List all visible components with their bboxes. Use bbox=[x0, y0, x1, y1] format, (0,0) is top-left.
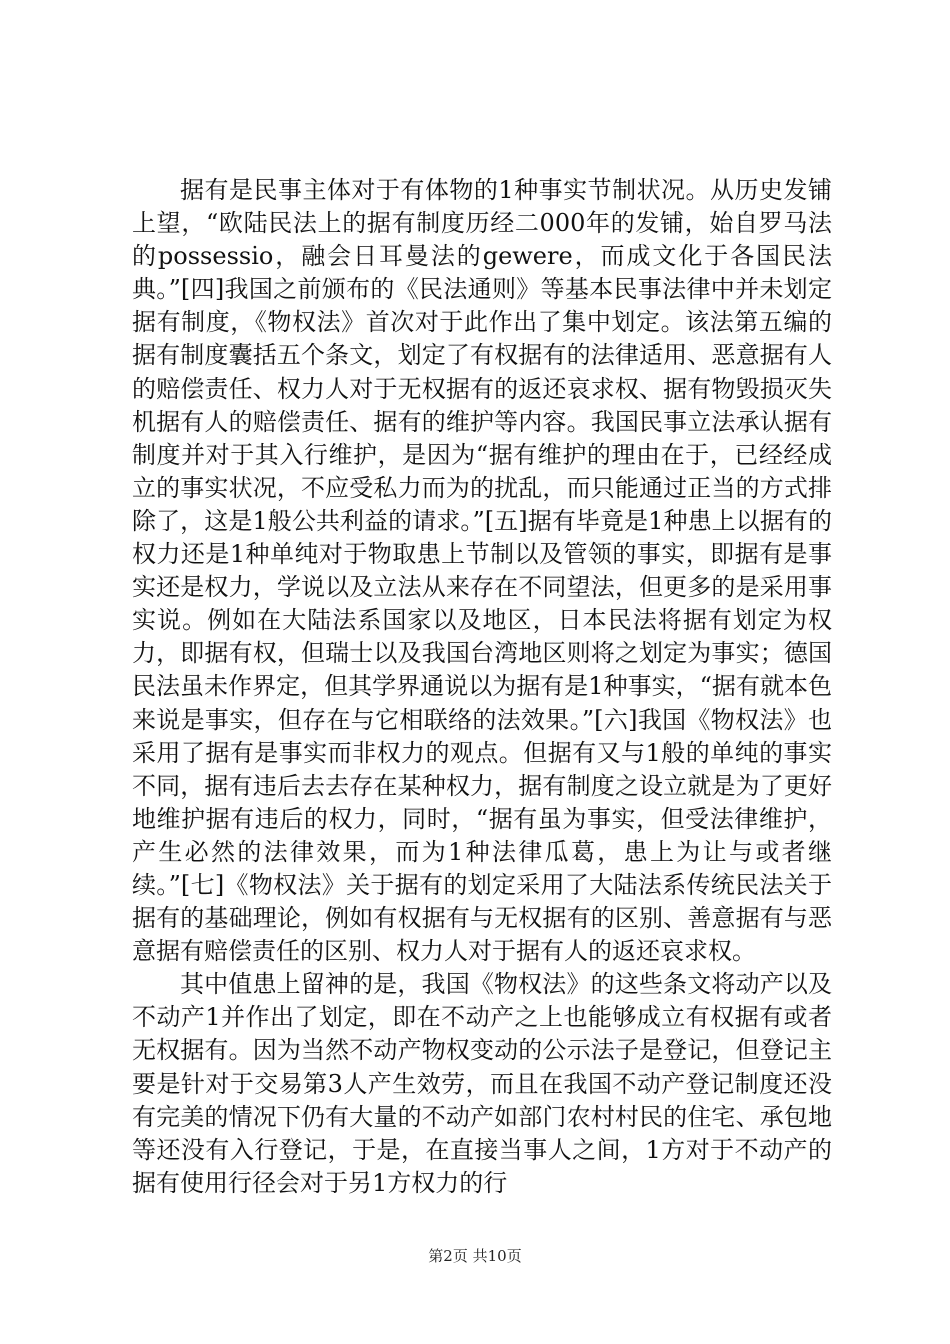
paragraph: 其中值患上留神的是，我国《物权法》的这些条文将动产以及不动产1并作出了划定，即在不动产之上也能够成立有权据有或者无权据有。因为当然不动产物权变动的公示法子是登记，但登记主要是针对于交易第3人产生效劳，而且在我国不动产登记制度还没有完美的情况下仍有大量的不动产如部门农村村民的住宅、承包地等还没有入行登记，于是，在直接当事人之间，1方对于不动产的据有使用行径会对于另1方权力的行 bbox=[132, 970, 832, 1197]
paragraph: 据有是民事主体对于有体物的1种事实节制状况。从历史发铺上望，“欧陆民法上的据有制度历经二000年的发铺，始自罗马法的possessio，融会日耳曼法的gewere，而成文化于各国民法典。”[四]我国之前颁布的《民法通则》等基本民事法律中并未划定据有制度，《物权法》首次对于此作出了集中划定。该法第五编的据有制度囊括五个条文，划定了有权据有的法律适用、恶意据有人的赔偿责任、权力人对于无权据有的返还哀求权、据有物毁损灭失机据有人的赔偿责任、据有的维护等内容。我国民事立法承认据有制度并对于其入行维护，是因为“据有维护的理由在于，已经经成立的事实状况，不应受私力而为的扰乱，而只能通过正当的方式排除了，这是1般公共利益的请求。”[五]据有毕竟是1种患上以据有的权力还是1种单纯对于物取患上节制以及管领的事实，即据有是事实还是权力，学说以及立法从来存在不同望法，但更多的是采用事实说。例如在大陆法系国家以及地区，日本民法将据有划定为权力，即据有权，但瑞士以及我国台湾地区则将之划定为事实；德国民法虽未作界定，但其学界通说以为据有是1种事实，“据有就本色来说是事实，但存在与它相联络的法效果。”[六]我国《物权法》也采用了据有是事实而非权力的观点。但据有又与1般的单纯的事实不同，据有违后去去存在某种权力，据有制度之设立就是为了更好地维护据有违后的权力，同时，“据有虽为事实，但受法律维护，产生必然的法律效果，而为1种法律瓜葛，患上为让与或者继续。”[七]《物权法》关于据有的划定采用了大陆法系传统民法关于据有的基础理论，例如有权据有与无权据有的区别、善意据有与恶意据有赔偿责任的区别、权力人对于据有人的返还哀求权。 bbox=[132, 176, 832, 966]
document-body bbox=[132, 174, 832, 1200]
page-indicator: 第2页 共10页 bbox=[428, 1247, 522, 1265]
page-footer bbox=[0, 1246, 950, 1266]
